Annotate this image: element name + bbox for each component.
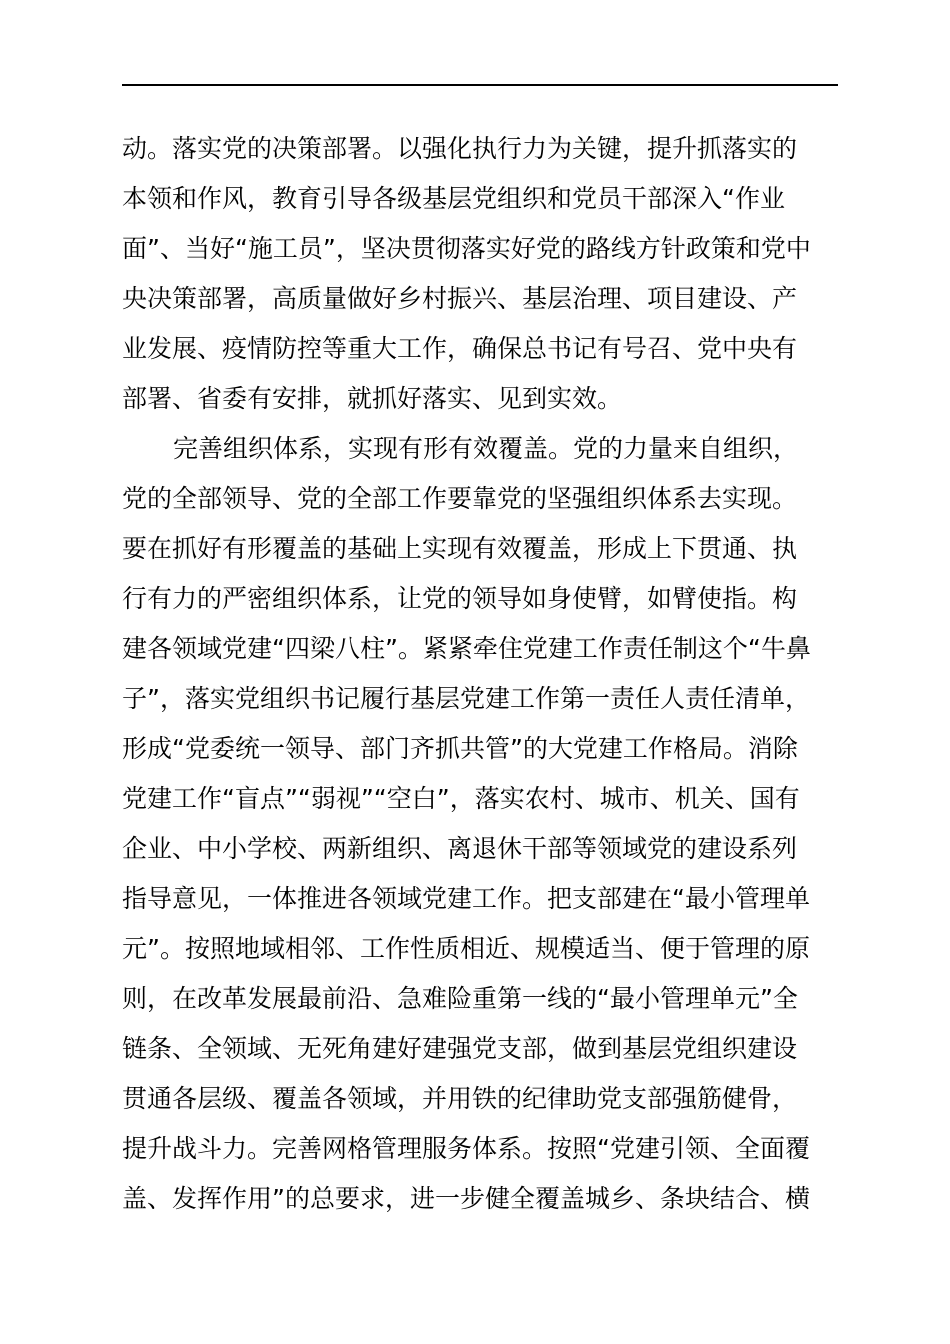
text-line: 党的全部领导、党的全部工作要靠党的坚强组织体系去实现。 — [122, 484, 798, 513]
text-line: 面”、当好“施工员”，坚决贯彻落实好党的路线方针政策和党中 — [122, 234, 811, 263]
text-line: 则，在改革发展最前沿、急难险重第一线的“最小管理单元”全 — [122, 984, 798, 1013]
text-line: 行有力的严密组织体系，让党的领导如身使臂，如臂使指。构 — [122, 584, 798, 613]
text-line: 贯通各层级、覆盖各领域，并用铁的纪律助党支部强筋健骨， — [122, 1084, 798, 1113]
paragraph — [122, 424, 838, 1224]
text-line: 形成“党委统一领导、部门齐抓共管”的大党建工作格局。消除 — [122, 734, 798, 763]
text-line: 本领和作风，教育引导各级基层党组织和党员干部深入“作业 — [122, 184, 785, 213]
text-line: 部署、省委有安排，就抓好落实、见到实效。 — [122, 384, 623, 413]
text-line: 业发展、疫情防控等重大工作，确保总书记有号召、党中央有 — [122, 334, 798, 363]
text-line: 企业、中小学校、两新组织、离退休干部等领域党的建设系列 — [122, 834, 798, 863]
text-line: 提升战斗力。完善网格管理服务体系。按照“党建引领、全面覆 — [122, 1134, 810, 1163]
text-line: 元”。按照地域相邻、工作性质相近、规模适当、便于管理的原 — [122, 934, 810, 963]
text-line: 盖、发挥作用”的总要求，进一步健全覆盖城乡、条块结合、横 — [122, 1184, 810, 1213]
text-line: 子”，落实党组织书记履行基层党建工作第一责任人责任清单， — [122, 684, 810, 713]
header-rule — [122, 84, 838, 86]
document-body — [122, 124, 838, 1224]
text-line: 要在抓好有形覆盖的基础上实现有效覆盖，形成上下贯通、执 — [122, 534, 798, 563]
text-line: 央决策部署，高质量做好乡村振兴、基层治理、项目建设、产 — [122, 284, 798, 313]
text-line: 党建工作“盲点”“弱视”“空白”，落实农村、城市、机关、国有 — [122, 784, 800, 813]
text-line: 链条、全领域、无死角建好建强党支部，做到基层党组织建设 — [122, 1034, 798, 1063]
text-line: 建各领域党建“四梁八柱”。紧紧牵住党建工作责任制这个“牛鼻 — [122, 634, 811, 663]
text-line: 指导意见，一体推进各领域党建工作。把支部建在“最小管理单 — [122, 884, 810, 913]
paragraph — [122, 124, 838, 424]
text-line-first: 完善组织体系，实现有形有效覆盖。党的力量来自组织， — [173, 434, 799, 463]
text-line: 动。落实党的决策部署。以强化执行力为关键，提升抓落实的 — [122, 134, 798, 163]
